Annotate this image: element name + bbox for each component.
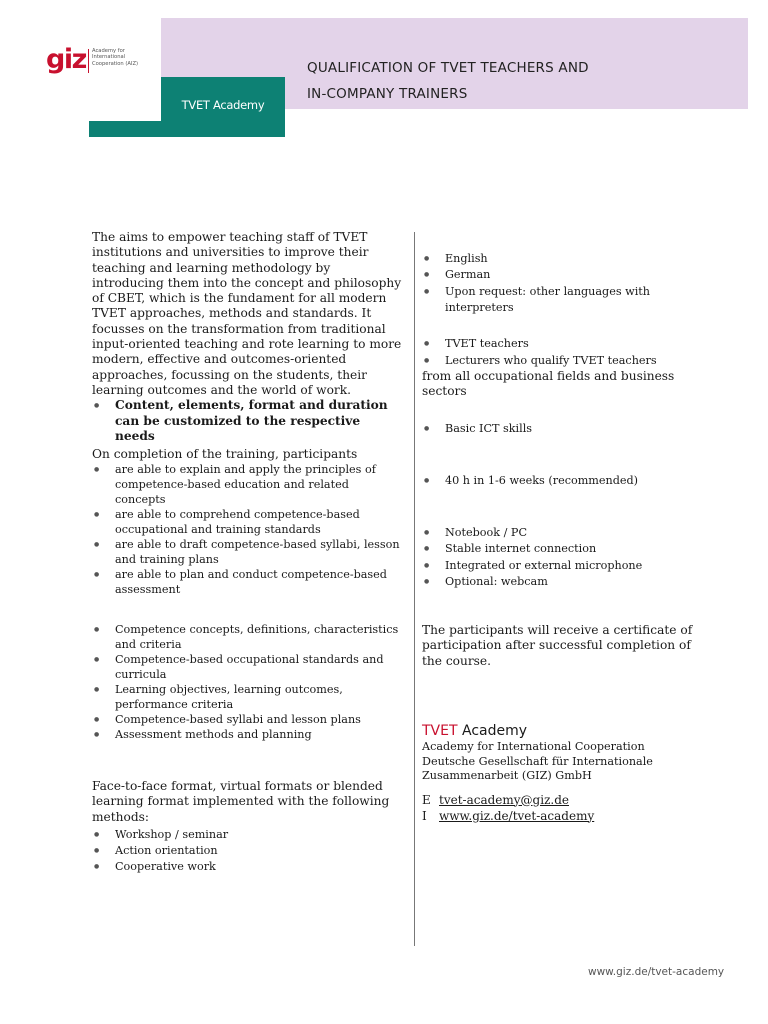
web-link[interactable]: www.giz.de/tvet-academy bbox=[439, 808, 595, 823]
contact-line-3: Zusammenarbeit (GIZ) GmbH bbox=[422, 769, 592, 782]
list-item: ● are able to explain and apply the principles of competence-based education and related concepts bbox=[92, 462, 402, 507]
email-row bbox=[422, 792, 722, 808]
list-item: ● TVET teachers bbox=[422, 336, 722, 353]
format-section bbox=[92, 779, 402, 874]
email-link[interactable]: tvet-academy@giz.de bbox=[439, 792, 569, 807]
contact-section bbox=[422, 722, 722, 824]
contact-line-2: Deutsche Gesellschaft für Internationale bbox=[422, 754, 653, 768]
list-item: ● are able to comprehend competence-based occupational and training standards bbox=[92, 507, 402, 537]
list-item: ● Assessment methods and planning bbox=[92, 727, 402, 742]
list-item: ● Competence concepts, definitions, characteristics and criteria bbox=[92, 622, 402, 652]
column-divider bbox=[414, 232, 415, 946]
list-item: ● are able to plan and conduct competence-based assessment bbox=[92, 567, 402, 597]
list-item: ● Workshop / seminar bbox=[92, 827, 402, 842]
list-item: ● Competence-based syllabi and lesson plans bbox=[92, 712, 402, 727]
requirements-section bbox=[422, 421, 722, 436]
list-item: ● Action orientation bbox=[92, 843, 402, 858]
logo-divider bbox=[88, 49, 89, 73]
list-item: ● Stable internet connection bbox=[422, 541, 722, 557]
tab-label: TVET Academy bbox=[181, 98, 265, 112]
duration-section bbox=[422, 473, 722, 488]
intro-section bbox=[92, 230, 402, 444]
email-label: E bbox=[422, 792, 431, 807]
list-item: ● Integrated or external microphone bbox=[422, 558, 722, 574]
certificate-text: The participants will receive a certificate of participation after successful completion of the course. bbox=[422, 623, 693, 668]
tvet-academy-brand bbox=[422, 722, 722, 740]
format-intro: Face-to-face format, virtual formats or blended learning format implemented with the following methods: bbox=[92, 779, 390, 824]
list-item: ● English bbox=[422, 251, 722, 267]
list-item: ● Basic ICT skills bbox=[422, 421, 722, 436]
target-group-section bbox=[422, 336, 722, 400]
title-line-1: QUALIFICATION OF TVET TEACHERS AND bbox=[307, 60, 589, 76]
list-item: ● Cooperative work bbox=[92, 859, 402, 874]
brand-red: TVET bbox=[422, 723, 458, 739]
customize-note: ● Content, elements, format and duration can be customized to the respective needs bbox=[92, 398, 402, 444]
logo-mark: giz bbox=[46, 44, 86, 75]
content-section bbox=[92, 622, 402, 742]
equipment-section bbox=[422, 525, 722, 590]
intro-text: The aims to empower teaching staff of TVET institutions and universities to improve their teaching and learning methodology by introducing them into the concept and philosophy of CBET, which is the fundament for all modern TVET approaches, methods and standards. It focusses on the transformation from traditional input-oriented teaching and rote learning to more modern, effective and outcomes-oriented approaches, focussing on the students, their learning outcomes and the world of work. bbox=[92, 230, 402, 397]
list-item: ● 40 h in 1-6 weeks (recommended) bbox=[422, 473, 722, 488]
outcomes-intro: On completion of the training, participants bbox=[92, 447, 358, 461]
target-note: from all occupational fields and business sectors bbox=[422, 369, 675, 399]
certificate-section bbox=[422, 623, 712, 669]
list-item: ● German bbox=[422, 267, 722, 283]
list-item: ● Learning objectives, learning outcomes, performance criteria bbox=[92, 682, 402, 712]
page-title bbox=[307, 55, 589, 107]
languages-section bbox=[422, 251, 722, 316]
brand-rest: Academy bbox=[457, 723, 528, 739]
web-label: I bbox=[422, 808, 427, 823]
title-line-2: IN-COMPANY TRAINERS bbox=[307, 86, 468, 102]
list-item: ● Lecturers who qualify TVET teachers bbox=[422, 353, 722, 370]
web-row bbox=[422, 808, 722, 824]
logo-subtitle: Academy for International Cooperation (AIZ) bbox=[92, 48, 139, 67]
list-item: ● Competence-based occupational standards and curricula bbox=[92, 652, 402, 682]
contact-line-1: Academy for International Cooperation bbox=[422, 740, 645, 753]
list-item: ● are able to draft competence-based syllabi, lesson and training plans bbox=[92, 537, 402, 567]
list-item: ● Notebook / PC bbox=[422, 525, 722, 541]
tvet-academy-tab bbox=[161, 77, 285, 137]
footer-url: www.giz.de/tvet-academy bbox=[588, 966, 725, 978]
list-item: ● Upon request: other languages with interpreters bbox=[422, 284, 722, 317]
outcomes-section bbox=[92, 447, 402, 597]
list-item: ● Optional: webcam bbox=[422, 574, 722, 590]
